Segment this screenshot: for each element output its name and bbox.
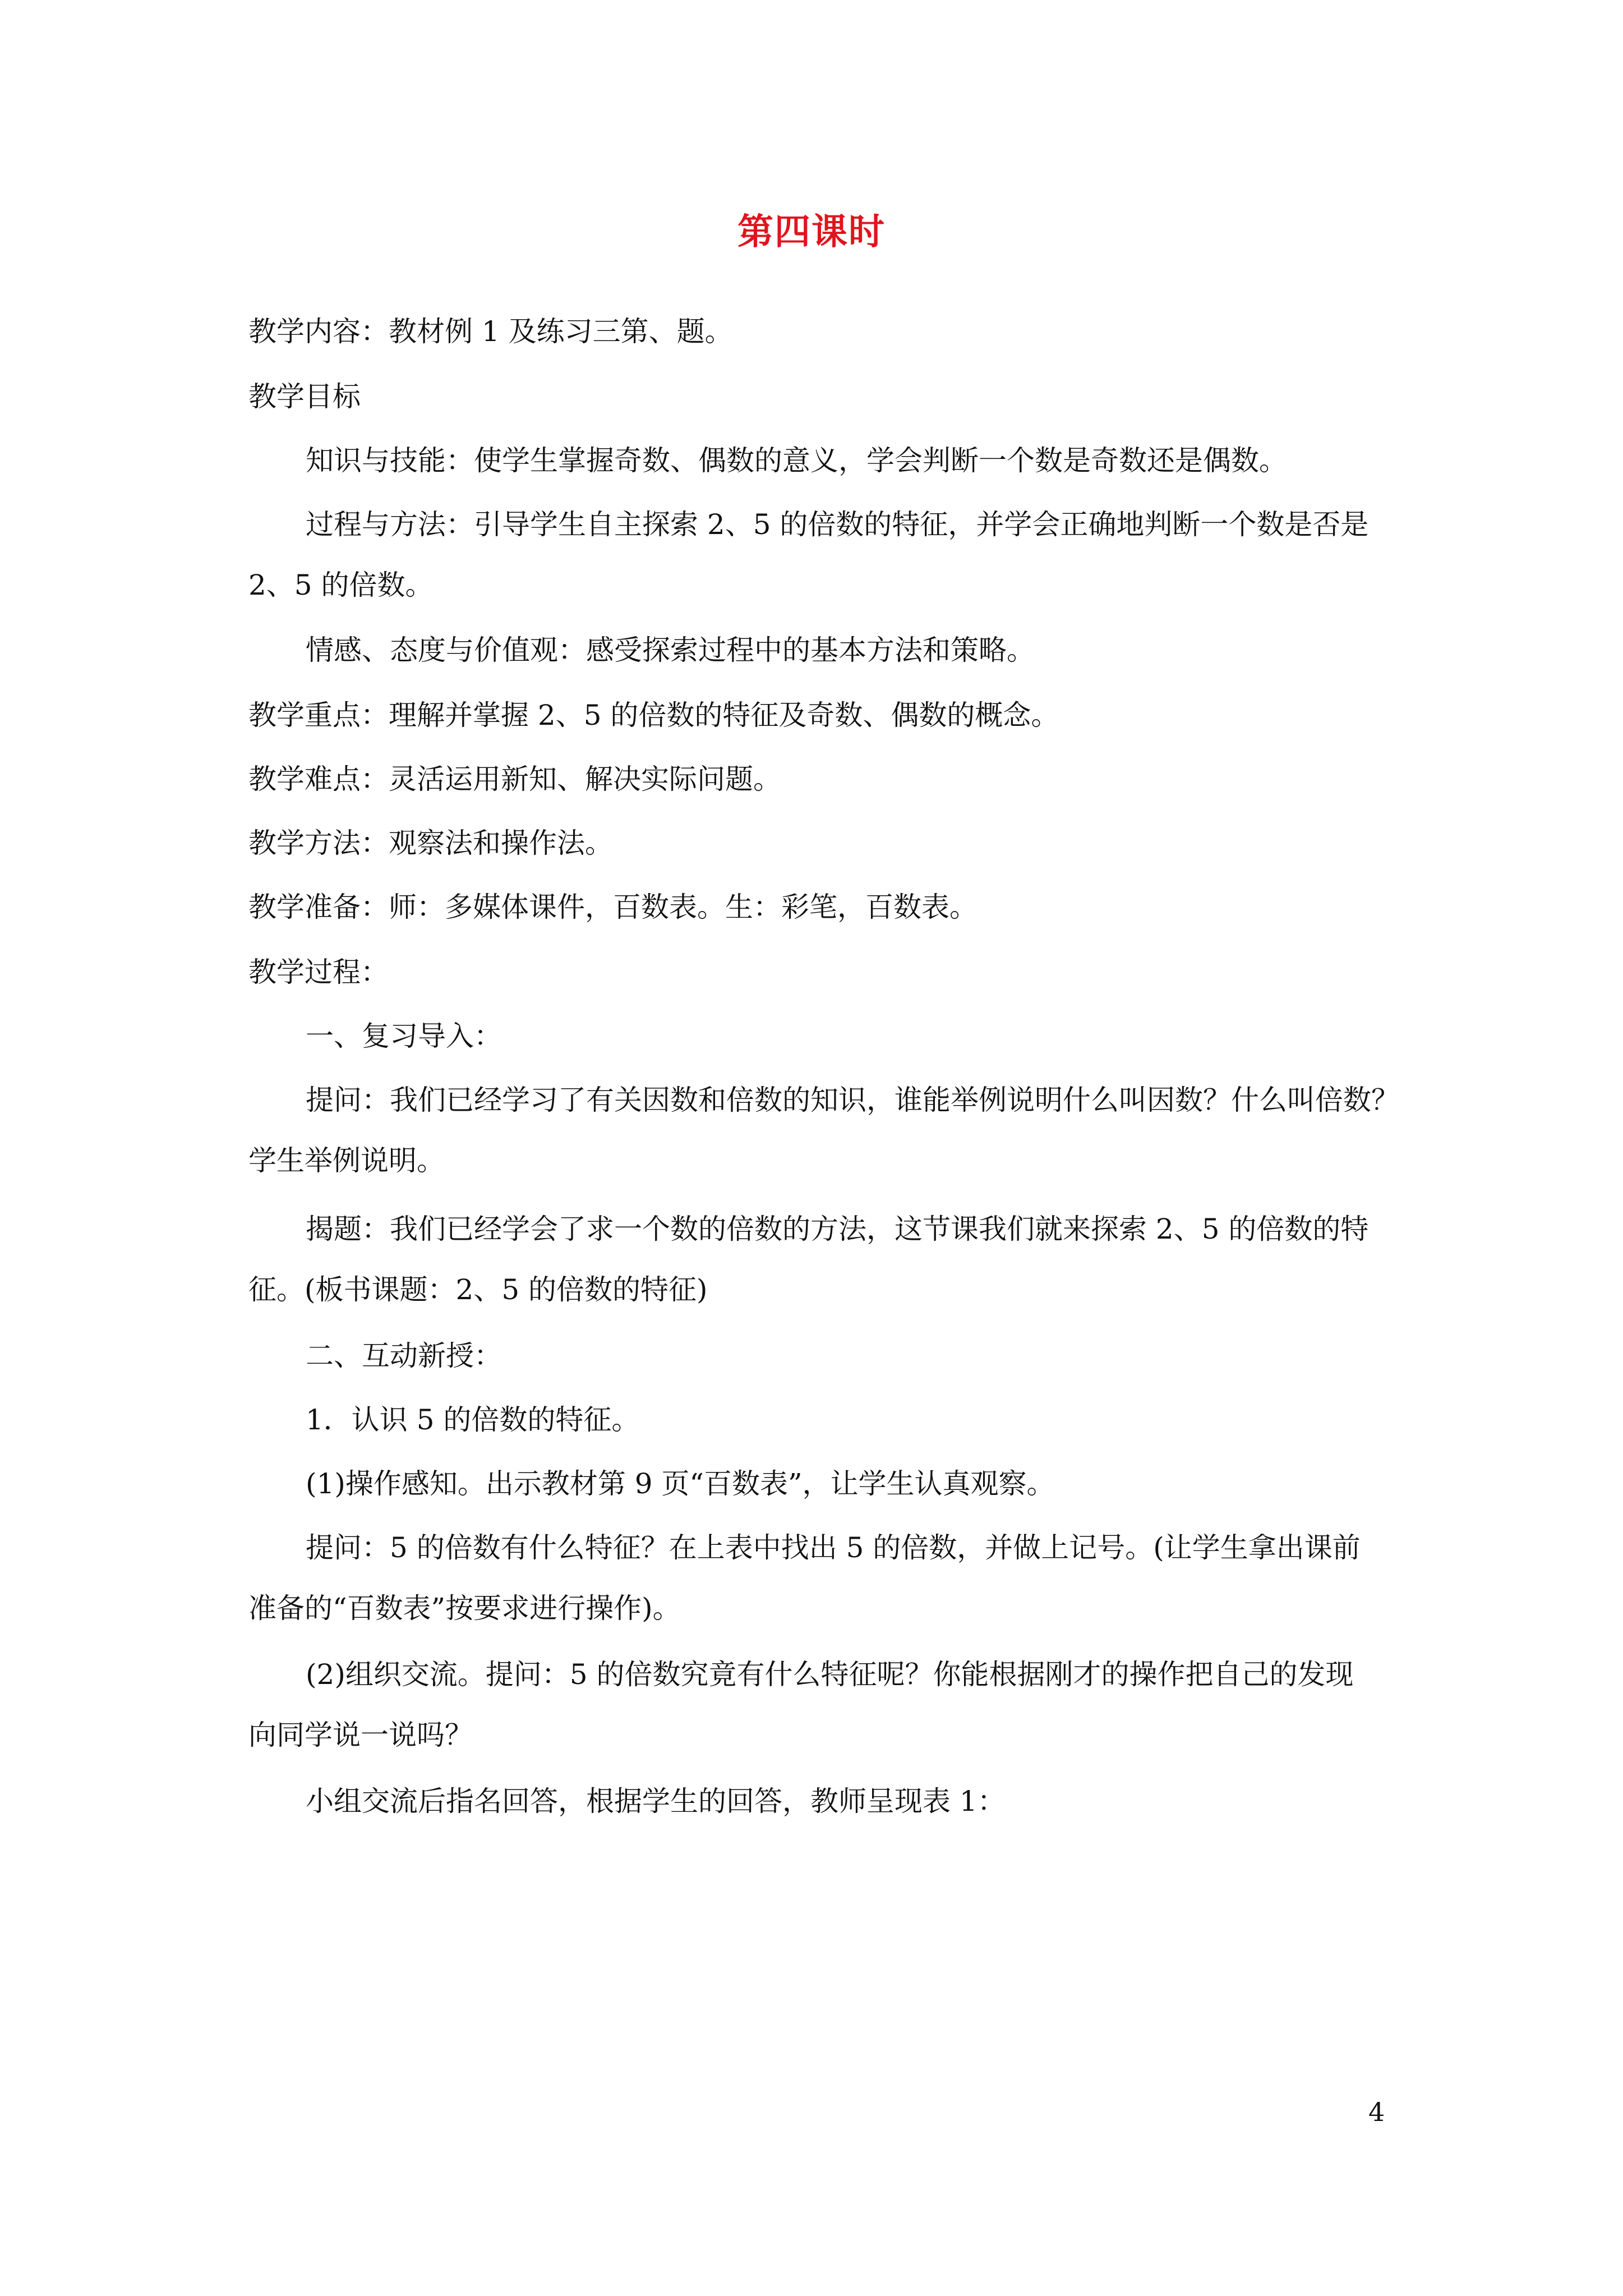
organize-exchange-line-1: (2)组织交流。提问：5 的倍数究竟有什么特征呢？你能根据刚才的操作把自己的发现 [306,1658,1354,1691]
emotion-values-line: 情感、态度与价值观：感受探索过程中的基本方法和策略。 [306,634,1035,666]
lesson-title: 第四课时 [737,211,886,253]
teaching-focus-line: 教学重点：理解并掌握 2、5 的倍数的特征及奇数、偶数的概念。 [248,699,1059,731]
question-line-2: 学生举例说明。 [248,1144,445,1177]
reveal-topic-line-2: 征。(板书课题：2、5 的倍数的特征) [248,1273,708,1306]
teaching-difficulty-line: 教学难点：灵活运用新知、解决实际问题。 [248,763,781,795]
step-1-line: 1．认识 5 的倍数的特征。 [306,1404,640,1436]
knowledge-skills-line: 知识与技能：使学生掌握奇数、偶数的意义，学会判断一个数是奇数还是偶数。 [306,444,1287,477]
operation-perception-line: (1)操作感知。出示教材第 9 页“百数表”，让学生认真观察。 [306,1467,1055,1500]
question-five-multiples-line-1: 提问：5 的倍数有什么特征？在上表中找出 5 的倍数，并做上记号。(让学生拿出课前 [306,1531,1361,1564]
section-new-lesson-heading: 二、互动新授： [306,1340,502,1372]
reveal-topic-line-1: 揭题：我们已经学会了求一个数的倍数的方法，这节课我们就来探索 2、5 的倍数的特 [306,1213,1369,1245]
teaching-content-line: 教学内容：教材例 1 及练习三第、题。 [248,315,733,348]
question-line-1: 提问：我们已经学习了有关因数和倍数的知识，谁能举例说明什么叫因数？什么叫倍数？ [306,1084,1399,1116]
question-five-multiples-line-2: 准备的“百数表”按要求进行操作)。 [248,1592,681,1625]
teaching-process-heading: 教学过程： [248,956,389,988]
process-method-line-1: 过程与方法：引导学生自主探索 2、5 的倍数的特征，并学会正确地判断一个数是否是 [306,508,1369,541]
teaching-method-line: 教学方法：观察法和操作法。 [248,827,613,859]
teaching-preparation-line: 教学准备：师：多媒体课件，百数表。生：彩笔，百数表。 [248,891,978,923]
organize-exchange-line-2: 向同学说一说吗？ [248,1719,473,1751]
group-exchange-line: 小组交流后指名回答，根据学生的回答，教师呈现表 1： [306,1785,1006,1818]
page-number: 4 [1368,2097,1385,2127]
section-review-heading: 一、复习导入： [306,1020,502,1052]
teaching-goals-heading: 教学目标 [248,380,361,413]
process-method-line-2: 2、5 的倍数。 [248,569,434,601]
